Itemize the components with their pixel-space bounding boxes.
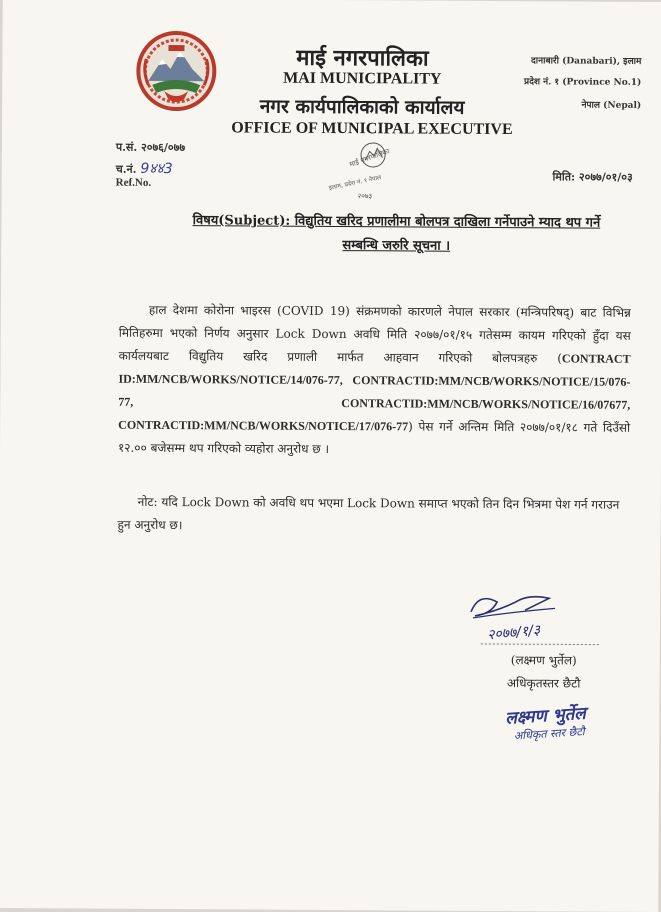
signatory-name: (लक्ष्मण भुर्तेल) — [510, 653, 577, 668]
fiscal-year: प.सं. २०७६/०७७ — [115, 140, 186, 155]
address-line-1: दानाबारी (Danabari), इलाम — [531, 56, 642, 67]
subject-line-1: विषय(Subject): विद्युतिय खरिद प्रणालीमा बोलपत्र दाखिला गर्नेपाउने म्याद थप गर्ने — [192, 213, 601, 231]
letter-date: मिति: २०७७/०१/०३ — [552, 170, 633, 184]
body-paragraph — [118, 299, 631, 463]
name-stamp: लक्ष्मण भुर्तेल — [504, 703, 587, 729]
subject — [161, 209, 631, 260]
body-part-1: हाल देशमा कोरोना भाइरस (COVID 19) संक्रमणको कारणले नेपाल सरकार (मन्त्रिपरिषद्) बाट विभिन्न मितिहरुमा भएको निर्णय अनुसार Lock Down अवधि मिति २०७७/०१/१५ गतेसम्म कायम गरिएको हुँदा यस कार्यलयबाट विद्युतिय खरिद प्रणाली मार्फत आहवान गरिएको बोलपत्रहरु ( — [118, 302, 631, 366]
title-stamp: अधिकृत स्तर छैटौ — [513, 725, 586, 743]
seal-text-top: माई नगरपालिका — [348, 147, 391, 169]
signatory-title: अधिकृतस्तर छैटौ — [506, 676, 581, 691]
address-line-2: प्रदेश नं. १ (Province No.1) — [523, 77, 642, 88]
ref-label: Ref.No. — [115, 176, 152, 189]
office-name-english: OFFICE OF MUNICIPAL EXECUTIVE — [231, 119, 513, 139]
subject-line-2: सम्बन्धि जरुरि सूचना । — [342, 238, 451, 254]
municipality-name-nepali: माई नगरपालिका — [296, 44, 429, 72]
contract-ids: CONTRACT ID:MM/NCB/WORKS/NOTICE/14/076-77, CONTRACTID:MM/NCB/WORKS/NOTICE/15/076-77, CONTRACTID:MM/NCB/WORKS/NOTICE/16/07677, CONTRACTID:MM/NCB/WORKS/NOTICE/17/076-77 — [118, 351, 631, 434]
municipality-seal — [320, 132, 410, 205]
signature-date: २०७७/१/३ — [486, 622, 541, 644]
address-line-3: नेपाल (Nepal) — [581, 100, 642, 111]
dispatch-number — [116, 159, 173, 178]
office-name-nepali: नगर कार्यपालिकाको कार्यालय — [259, 95, 465, 119]
seal-text-bottom: इलाम, प्रदेश नं. १ नेपाल — [328, 174, 382, 192]
dispatch-label: च.नं. — [115, 162, 137, 176]
seal-year: २०७३ — [357, 192, 373, 201]
dispatch-number-value: 9४४3 — [140, 160, 173, 178]
signature — [461, 586, 611, 649]
body-part-2: ) पेस गर्ने अन्तिम मिति २०७७/०१/१८ गते दिउँसो १२.०० बजेसम्म थप गरिएको व्यहोरा अनुरोध छ । — [117, 419, 631, 456]
note-paragraph: नोट: यदि Lock Down को अवधि थप भएमा Lock Down समाप्त भएको तिन दिन भित्रमा पेश गर्न गराउन हुन अनुरोध छ। — [117, 494, 620, 533]
municipality-name-english: MAI MUNICIPALITY — [283, 69, 442, 88]
